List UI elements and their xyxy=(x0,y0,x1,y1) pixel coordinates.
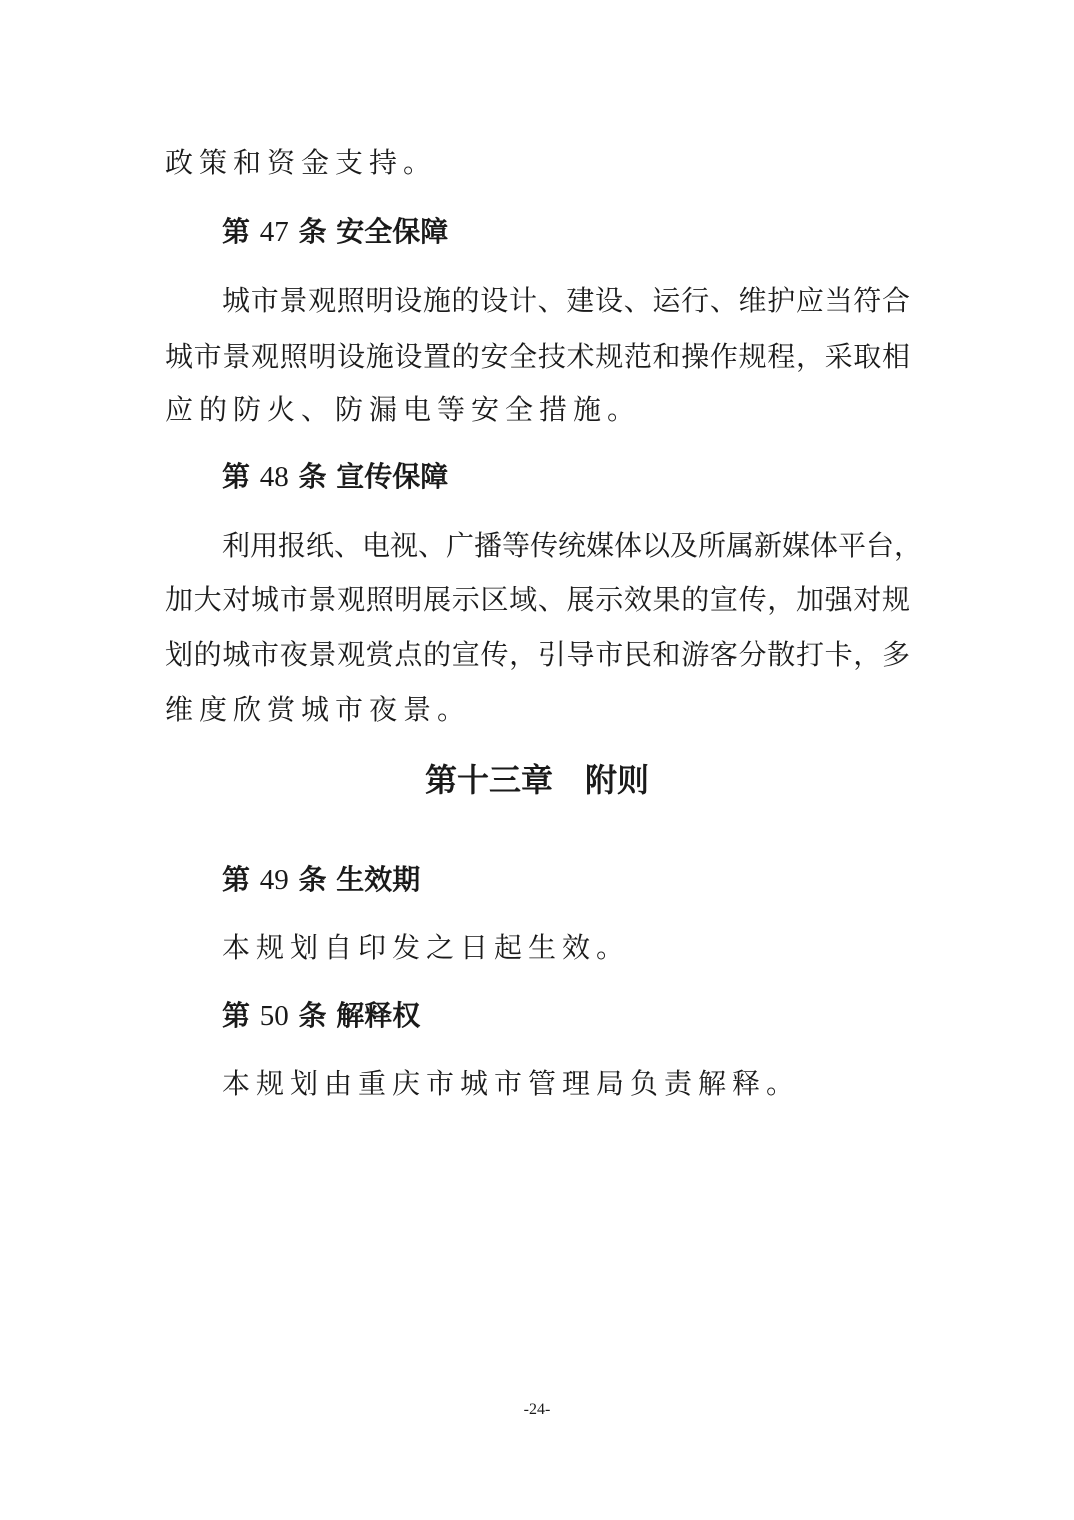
article-heading-49 xyxy=(222,862,420,898)
article-heading-48 xyxy=(222,459,448,495)
article-prefix: 第 xyxy=(222,215,260,248)
article-title: 条 解释权 xyxy=(288,999,421,1032)
article-number: 48 xyxy=(259,461,289,493)
paragraph-line: 加大对城市景观照明展示区域、展示效果的宣传，加强对规 xyxy=(165,583,910,616)
page-number: -24- xyxy=(523,1401,551,1418)
paragraph-line: 城市景观照明设施的设计、建设、运行、维护应当符合 xyxy=(222,284,910,317)
paragraph-line: 利用报纸、电视、广播等传统媒体以及所属新媒体平台， xyxy=(222,529,923,562)
paragraph-line: 城市景观照明设施设置的安全技术规范和操作规程，采取相 xyxy=(165,340,910,373)
article-number: 47 xyxy=(259,216,289,248)
article-title: 条 生效期 xyxy=(288,863,421,896)
article-prefix: 第 xyxy=(222,863,260,896)
article-title: 条 安全保障 xyxy=(288,215,449,248)
article-number: 49 xyxy=(259,864,289,896)
paragraph-line: 维度欣赏城市夜景。 xyxy=(165,693,472,726)
paragraph-line: 应的防火、防漏电等安全措施。 xyxy=(165,393,642,426)
paragraph-line: 政策和资金支持。 xyxy=(165,146,438,179)
article-number: 50 xyxy=(259,1000,289,1032)
article-heading-47 xyxy=(222,214,448,250)
chapter-heading: 第十三章 附则 xyxy=(424,761,649,799)
article-heading-50 xyxy=(222,998,420,1034)
paragraph-line: 本规划由重庆市城市管理局负责解释。 xyxy=(222,1067,801,1100)
article-prefix: 第 xyxy=(222,460,260,493)
article-prefix: 第 xyxy=(222,999,260,1032)
article-title: 条 宣传保障 xyxy=(288,460,449,493)
paragraph-line: 划的城市夜景观赏点的宣传，引导市民和游客分散打卡，多 xyxy=(165,638,910,671)
paragraph-line: 本规划自印发之日起生效。 xyxy=(222,931,631,964)
